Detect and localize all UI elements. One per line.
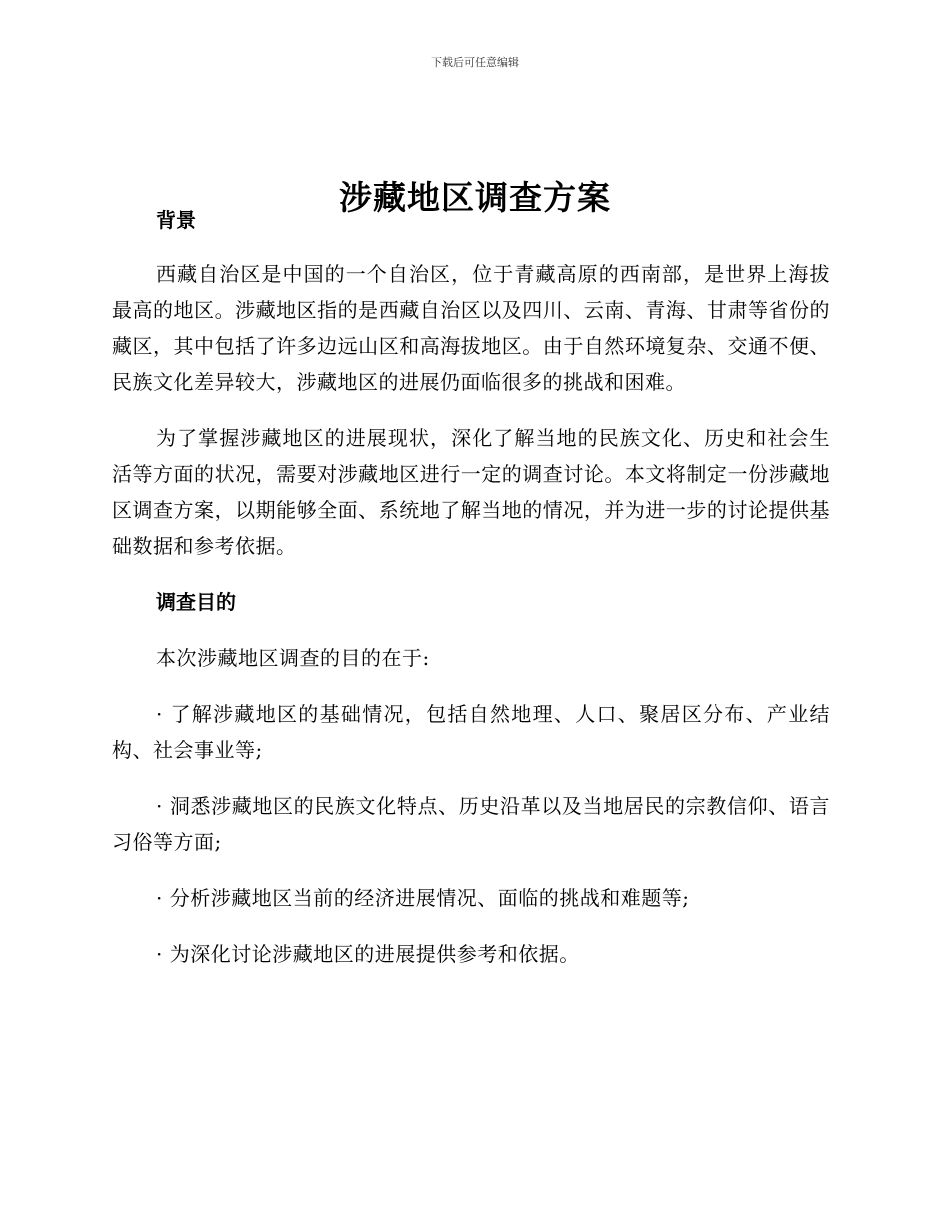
- purpose-intro: 本次涉藏地区调查的目的在于:: [156, 646, 430, 670]
- purpose-item-4: · 为深化讨论涉藏地区的进展提供参考和依据。: [156, 942, 580, 966]
- background-paragraph-1: 西藏自治区是中国的一个自治区，位于青藏高原的西南部，是世界上海拔最高的地区。涉藏地区指的是西藏自治区以及四川、云南、青海、甘肃等省份的藏区，其中包括了许多边远山区和高海拔地区。由于自然环境复杂、交通不便、民族文化差异较大，涉藏地区的进展仍面临很多的挑战和困难。: [112, 262, 830, 394]
- purpose-item-3: · 分析涉藏地区当前的经济进展情况、面临的挑战和难题等;: [156, 886, 690, 910]
- document-body: [112, 202, 830, 972]
- document-title: 涉藏地区调查方案: [339, 178, 611, 218]
- page-header-note: 下载后可任意编辑: [431, 56, 519, 69]
- purpose-item-2: · 洞悉涉藏地区的民族文化特点、历史沿革以及当地居民的宗教信仰、语言习俗等方面;: [112, 794, 830, 854]
- section-heading-purpose: 调查目的: [156, 590, 236, 614]
- purpose-item-1: · 了解涉藏地区的基础情况，包括自然地理、人口、聚居区分布、产业结构、社会事业等;: [112, 702, 830, 762]
- background-paragraph-2: 为了掌握涉藏地区的进展现状，深化了解当地的民族文化、历史和社会生活等方面的状况，需要对涉藏地区进行一定的调查讨论。本文将制定一份涉藏地区调查方案，以期能够全面、系统地了解当地的情况，并为进一步的讨论提供基础数据和参考依据。: [112, 426, 830, 558]
- section-heading-background: 背景: [156, 208, 196, 232]
